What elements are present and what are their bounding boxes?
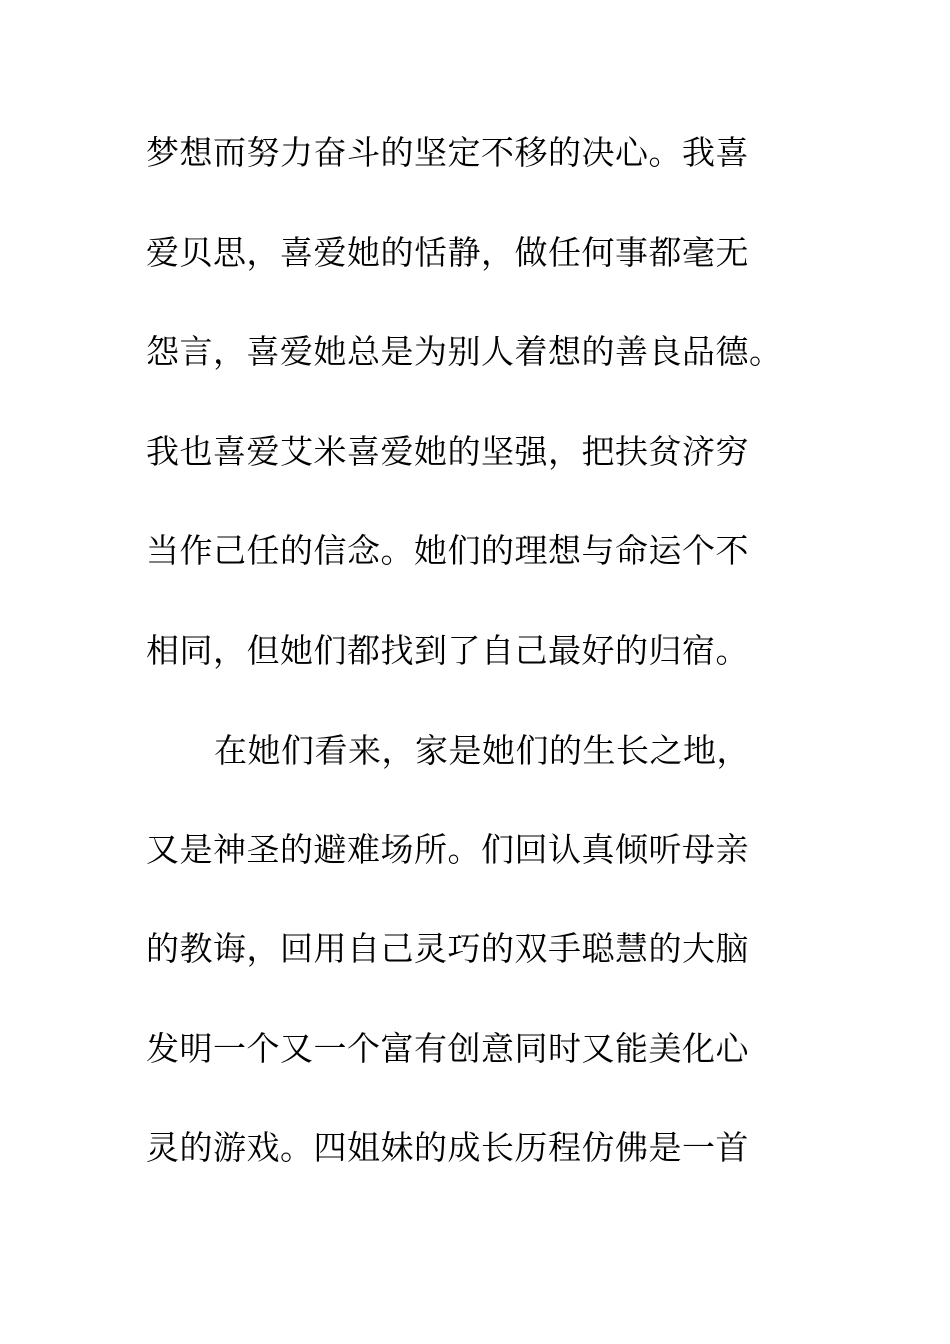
text-line: 我也喜爱艾米喜爱她的坚强，把扶贫济穷 bbox=[146, 432, 749, 471]
text-line: 的教诲，回用自己灵巧的双手聪慧的大脑 bbox=[146, 929, 749, 968]
text-line: 灵的游戏。四姐妹的成长历程仿佛是一首 bbox=[146, 1128, 749, 1167]
text-line: 爱贝思，喜爱她的恬静，做任何事都毫无 bbox=[146, 233, 749, 272]
text-line: 梦想而努力奋斗的坚定不移的决心。我喜 bbox=[146, 133, 749, 172]
text-line: 发明一个又一个富有创意同时又能美化心 bbox=[146, 1029, 749, 1068]
text-line: 又是神圣的避难场所。们回认真倾听母亲 bbox=[146, 830, 749, 869]
text-line: 相同，但她们都找到了自己最好的归宿。 bbox=[146, 631, 749, 670]
text-line: 怨言，喜爱她总是为别人着想的善良品德。 bbox=[146, 332, 783, 371]
paragraph-start-line: 在她们看来，家是她们的生长之地， bbox=[214, 731, 750, 770]
text-line: 当作己任的信念。她们的理想与命运个不 bbox=[146, 531, 749, 570]
